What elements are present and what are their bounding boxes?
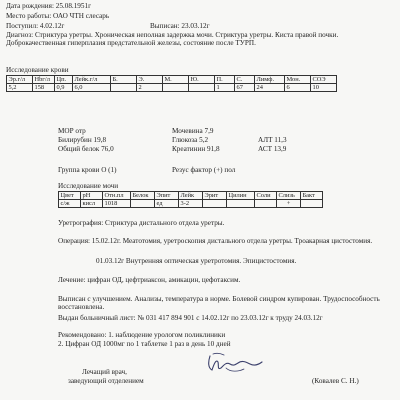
signature-role-1: Лечащий врач, <box>82 368 127 376</box>
blood-header-cell: Лимф. <box>255 76 285 84</box>
discharge-status: Выписан с улучшением. Анализы, температура в норме. Болевой синдром купирован. Трудоспособность восстановлена. <box>58 295 380 312</box>
blood-header-cell: Мон. <box>285 76 311 84</box>
blood-value-cell: 158 <box>33 84 55 92</box>
diagnosis: Диагноз: Стриктура уретры. Хроническая неполная задержка мочи. Стриктура уретры. Киста правой почки. Доброкачественная гиперплазия предстательной железы, состояние после ТУРП. <box>6 31 339 48</box>
blood-test-title: Исследование крови <box>6 66 69 74</box>
operation-1: Операция: 15.02.12г. Меатотомия, уретроскопия дистального отдела уретры. Троакарная цистостомия. <box>58 237 373 245</box>
blood-value-cell <box>111 84 137 92</box>
blood-header-cell: Э. <box>137 76 163 84</box>
urine-header-cell: Лейк <box>179 192 203 200</box>
urine-value-cell <box>203 200 227 208</box>
place-of-work: Место работы: ОАО ЧТН слесарь <box>6 12 110 20</box>
blood-header-cell: С. <box>235 76 255 84</box>
blood-test-table <box>6 75 337 92</box>
blood-value-cell: 24 <box>255 84 285 92</box>
rhesus-factor: Резус фактор (+) пол <box>172 166 236 174</box>
blood-value-cell: 6 <box>285 84 311 92</box>
total-protein-result: Общий белок 76,0 <box>58 145 114 153</box>
blood-header-cell: Лейк.г/л <box>73 76 111 84</box>
urine-value-cell <box>301 200 323 208</box>
blood-value-cell: 1 <box>215 84 235 92</box>
blood-values-row <box>7 84 337 92</box>
urine-value-cell: кисл <box>81 200 103 208</box>
urine-value-cell: с/ж <box>59 200 81 208</box>
urine-header-cell: Бакт <box>301 192 323 200</box>
recommendation-2: 2. Цифран ОД 1000мг по 1 таблетке 1 раз в день 10 дней <box>58 340 231 348</box>
urine-value-cell <box>131 200 155 208</box>
urine-value-cell: + <box>277 200 301 208</box>
blood-header-cell: Ю. <box>189 76 215 84</box>
blood-header-cell: Цп. <box>55 76 73 84</box>
sick-leave: Выдан больничный лист: № 031 417 894 901 с 14.02.12г по 23.03.12г к труду 24.03.12г <box>58 314 323 322</box>
urine-header-cell: Белок <box>131 192 155 200</box>
date-of-birth: Дата рождения: 25.08.1951г <box>6 2 92 10</box>
urine-header-cell: Отн.пл <box>103 192 131 200</box>
operation-2: 01.03.12г Внутренняя оптическая уретротомия. Эпицистостомия. <box>96 257 297 265</box>
urine-header-cell: Эпит <box>155 192 179 200</box>
signature-role-2: заведующий отделением <box>68 377 144 385</box>
blood-header-cell: Б. <box>111 76 137 84</box>
urine-header-row <box>59 192 323 200</box>
blood-header-cell: М. <box>163 76 189 84</box>
blood-value-cell: 0,9 <box>55 84 73 92</box>
urine-value-cell <box>227 200 255 208</box>
ast-result: АСТ 13,9 <box>258 145 287 153</box>
urine-header-cell: Цилин <box>227 192 255 200</box>
signature-name: (Ковалев С. Н.) <box>312 377 359 385</box>
recommendation-1: Рекомендовано: 1. наблюдение урологом поликлиники <box>58 331 226 339</box>
glucose-result: Глюкоза 5,2 <box>172 136 209 144</box>
urea-result: Мочевина 7,9 <box>172 127 214 135</box>
treatment: Лечение: цифран ОД, цефтриаксон, амикацин, цефотаксим. <box>58 276 241 284</box>
blood-value-cell <box>163 84 189 92</box>
blood-group: Группа крови О (1) <box>58 166 117 174</box>
blood-header-cell: П. <box>215 76 235 84</box>
urine-header-cell: pH <box>81 192 103 200</box>
urine-value-cell: 1018 <box>103 200 131 208</box>
blood-value-cell: 6,0 <box>73 84 111 92</box>
blood-value-cell: 10 <box>311 84 337 92</box>
mor-result: МОР отр <box>58 127 86 135</box>
urethrography: Уретрография: Стриктура дистального отдела уретры. <box>58 219 225 227</box>
urine-header-cell: Цвет <box>59 192 81 200</box>
alt-result: АЛТ 11,3 <box>258 136 287 144</box>
creatinine-result: Креатинин 91,8 <box>172 145 220 153</box>
urine-header-cell: Слизь <box>277 192 301 200</box>
urine-value-cell <box>255 200 277 208</box>
blood-value-cell: 67 <box>235 84 255 92</box>
urine-test-title: Исследование мочи <box>58 182 119 190</box>
bilirubin-result: Билирубин 19,8 <box>58 136 107 144</box>
urine-header-cell: Эрит <box>203 192 227 200</box>
urine-test-table <box>58 191 323 208</box>
urine-value-cell: ед <box>155 200 179 208</box>
blood-header-row <box>7 76 337 84</box>
urine-value-cell: 3-2 <box>179 200 203 208</box>
blood-value-cell: 2 <box>137 84 163 92</box>
blood-header-cell: СОЭ <box>311 76 337 84</box>
blood-header-cell: Hbг/л <box>33 76 55 84</box>
admission-date: Поступил: 4.02.12г <box>6 22 65 30</box>
discharge-date: Выписан: 23.03.12г <box>150 22 210 30</box>
blood-value-cell <box>189 84 215 92</box>
blood-value-cell: 5,2 <box>7 84 33 92</box>
blood-header-cell: Эр.г/л <box>7 76 33 84</box>
urine-header-cell: Соли <box>255 192 277 200</box>
urine-values-row <box>59 200 323 208</box>
handwritten-signature <box>204 350 266 376</box>
